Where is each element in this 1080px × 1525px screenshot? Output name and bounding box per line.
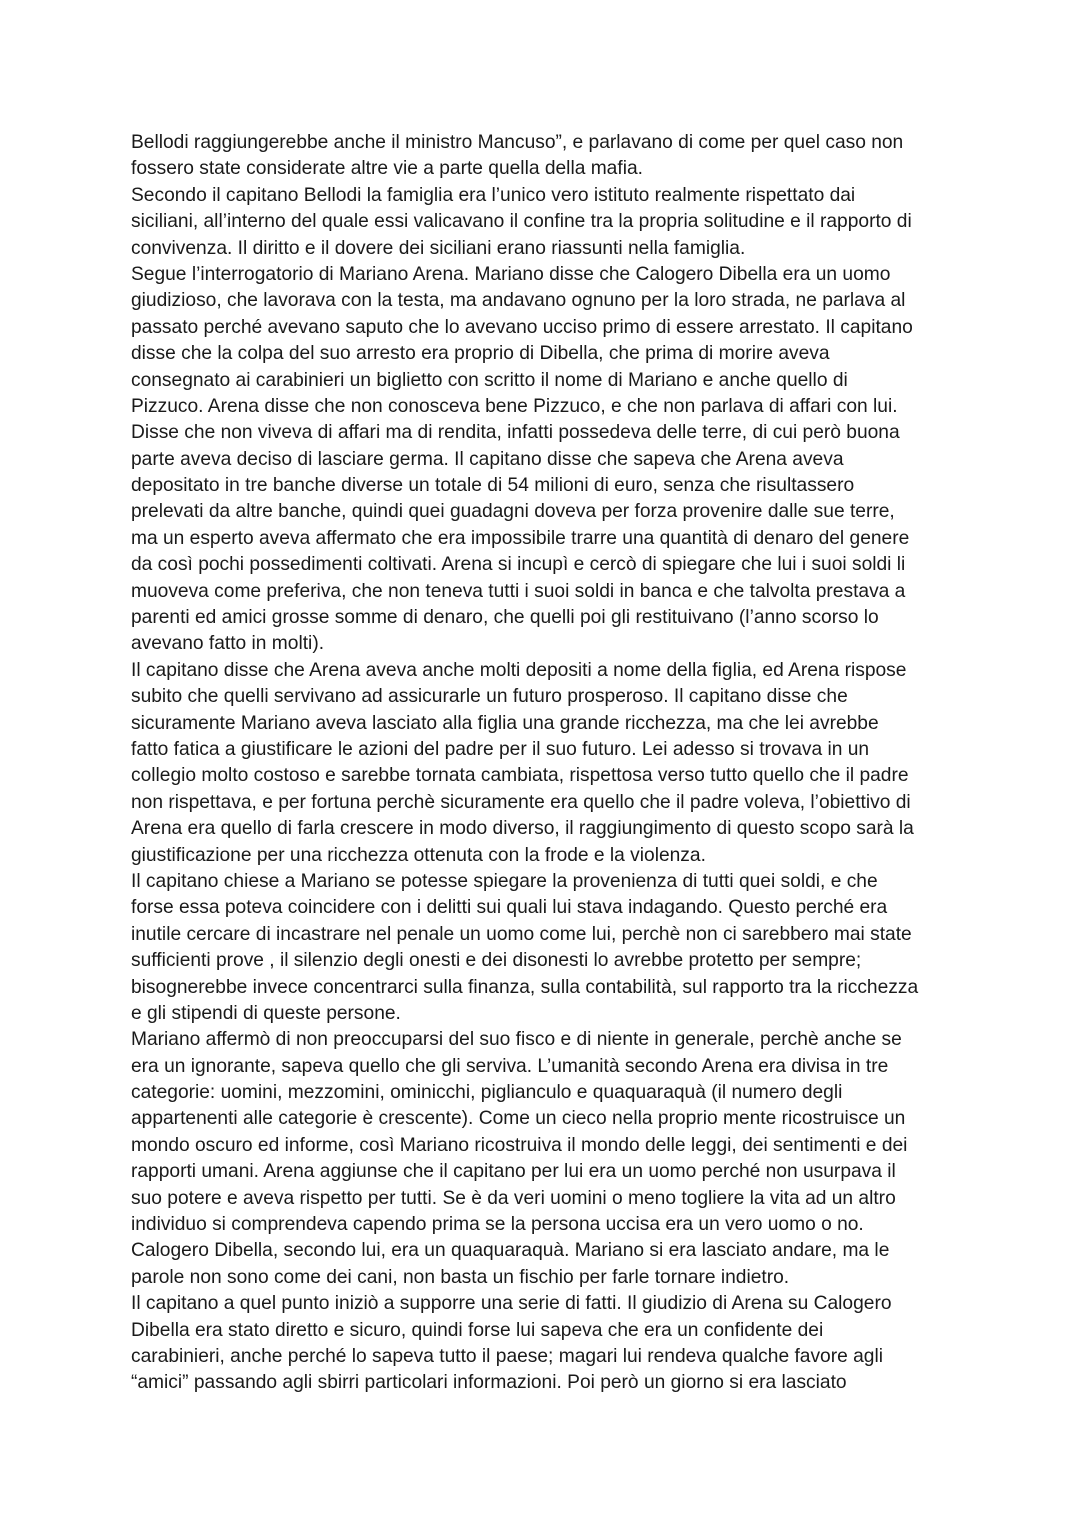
text-line: parte aveva deciso di lasciare germa. Il capitano disse che sapeva che Arena aveva [131,448,844,470]
text-line: Secondo il capitano Bellodi la famiglia era l’unico vero istituto realmente rispettato dai [131,184,856,206]
text-line: non rispettava, e per fortuna perchè sicuramente era quello che il padre voleva, l’obiettivo di [131,791,911,813]
text-line: Disse che non viveva di affari ma di rendita, infatti possedeva delle terre, di cui però buona [131,422,900,444]
text-line: Il capitano a quel punto iniziò a supporre una serie di fatti. Il giudizio di Arena su Calogero [131,1293,892,1315]
text-line: ma un esperto aveva affermato che era impossibile trarre una quantità di denaro del genere [131,527,910,549]
text-line: e gli stipendi di queste persone. [131,1002,401,1024]
text-line: convivenza. Il diritto e il dovere dei siciliani erano riassunti nella famiglia. [131,237,746,259]
text-line: era un ignorante, sapeva quello che gli serviva. L’umanità secondo Arena era divisa in tre [131,1055,889,1077]
text-line: appartenenti alle categorie è crescente). Come un cieco nella proprio mente ricostruisce un [131,1108,906,1130]
text-line: Segue l’interrogatorio di Mariano Arena. Mariano disse che Calogero Dibella era un uomo [131,263,891,285]
text-line: “amici” passando agli sbirri particolari informazioni. Poi però un giorno si era lasciato [131,1372,847,1394]
text-line: categorie: uomini, mezzomini, ominicchi, piglianculo e quaquaraquà (il numero degli [131,1082,843,1104]
text-line: subito che quelli servivano ad assicurarle un futuro prosperoso. Il capitano disse che [131,686,848,708]
text-line: disse che la colpa del suo arresto era proprio di Dibella, che prima di morire aveva [131,343,830,365]
text-line: forse essa poteva coincidere con i delitti sui quali lui stava indagando. Questo perché era [131,897,888,919]
text-line: suo potere e aveva rispetto per tutti. Se è da veri uomini o meno togliere la vita ad un altro [131,1187,896,1209]
text-line: Mariano affermò di non preoccuparsi del suo fisco e di niente in generale, perchè anche se [131,1029,902,1051]
body-text [131,130,961,1397]
text-line: fossero state considerate altre vie a parte quella della mafia. [131,158,643,180]
text-line: giustificazione per una ricchezza ottenuta con la frode e la violenza. [131,844,706,866]
text-line: Bellodi raggiungerebbe anche il ministro Mancuso”, e parlavano di come per quel caso non [131,132,904,153]
text-line: Pizzuco. Arena disse che non conosceva bene Pizzuco, e che non parlava di affari con lui. [131,395,898,417]
text-line: rapporti umani. Arena aggiunse che il capitano per lui era un uomo perché non usurpava il [131,1161,896,1183]
text-line: da così pochi possedimenti coltivati. Arena si incupì e cercò di spiegare che lui i suoi soldi li [131,554,906,576]
text-line: avevano fatto in molti). [131,633,325,655]
text-line: inutile cercare di incastrare nel penale un uomo come lui, perchè non ci sarebbero mai state [131,923,912,945]
text-line: Dibella era stato diretto e sicuro, quindi forse lui sapeva che era un confidente dei [131,1319,824,1341]
text-line: Il capitano disse che Arena aveva anche molti depositi a nome della figlia, ed Arena rispose [131,659,907,681]
text-line: Calogero Dibella, secondo lui, era un quaquaraquà. Mariano si era lasciato andare, ma le [131,1240,890,1262]
text-line: sufficienti prove , il silenzio degli onesti e dei disonesti lo avrebbe protetto per sempre; [131,950,862,972]
text-line: Il capitano chiese a Mariano se potesse spiegare la provenienza di tutti quei soldi, e che [131,870,878,892]
text-line: individuo si comprendeva capendo prima se la persona uccisa era un vero uomo o no. [131,1214,864,1236]
text-line: collegio molto costoso e sarebbe tornata cambiata, rispettosa verso tutto quello che il padre [131,765,909,787]
text-line: passato perché avevano saputo che lo avevano ucciso primo di essere arrestato. Il capitano [131,316,913,338]
text-line: prelevati da altre banche, quindi quei guadagni doveva per forza provenire dalle sue terre, [131,501,895,523]
text-line: fatto fatica a giustificare le azioni del padre per il suo futuro. Lei adesso si trovava in un [131,738,870,760]
text-line: giudizioso, che lavorava con la testa, ma andavano ognuno per la loro strada, ne parlava al [131,290,906,312]
text-line: muoveva come preferiva, che non teneva tutti i suoi soldi in banca e che talvolta prestava a [131,580,906,602]
text-line: sicuramente Mariano aveva lasciato alla figlia una grande ricchezza, ma che lei avrebbe [131,712,879,734]
text-line: carabinieri, anche perché lo sapeva tutto il paese; magari lui rendeva qualche favore agli [131,1345,883,1367]
text-line: parenti ed amici grosse somme di denaro, che quelli poi gli restituivano (l’anno scorso lo [131,607,879,629]
text-line: Arena era quello di farla crescere in modo diverso, il raggiungimento di questo scopo sarà la [131,818,914,840]
text-line: consegnato ai carabinieri un biglietto con scritto il nome di Mariano e anche quello di [131,369,848,391]
text-line: depositato in tre banche diverse un totale di 54 milioni di euro, senza che risultassero [131,475,855,497]
text-line: bisognerebbe invece concentrarci sulla finanza, sulla contabilità, sul rapporto tra la ricchezza [131,976,919,998]
text-line: mondo oscuro ed informe, così Mariano ricostruiva il mondo delle leggi, dei sentimenti e dei [131,1134,908,1156]
text-line: siciliani, all’interno del quale essi valicavano il confine tra la propria solitudine e il rapporto di [131,211,912,233]
text-line: parole non sono come dei cani, non basta un fischio per farle tornare indietro. [131,1266,790,1288]
